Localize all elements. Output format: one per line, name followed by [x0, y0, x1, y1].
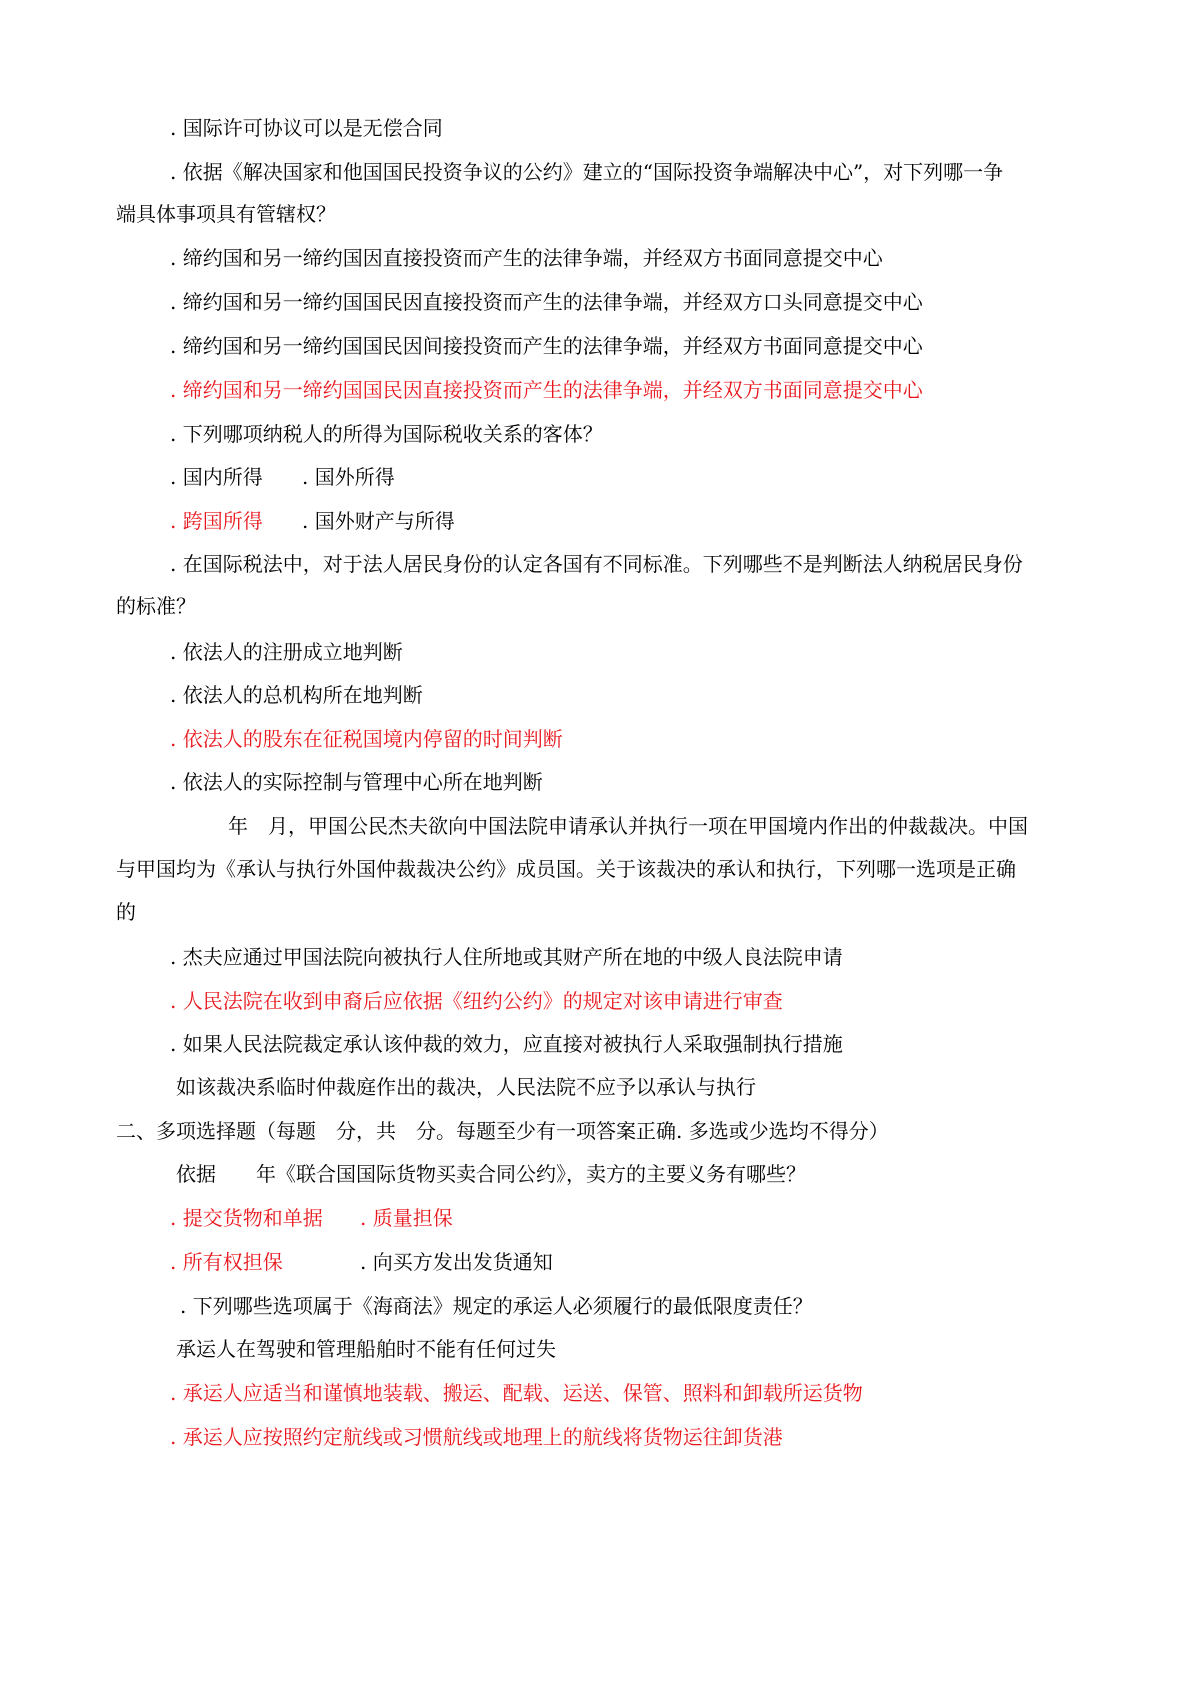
text-line: . 依法人的注册成立地判断	[170, 640, 403, 664]
text-line: 的	[116, 900, 136, 924]
text-line: 年 月，甲国公民杰夫欲向中国法院申请承认并执行一项在甲国境内作出的仲裁裁决。中国	[228, 814, 1028, 838]
text-line: 端具体事项具有管辖权？	[116, 202, 336, 226]
answer-line: . 人民法院在收到申裔后应依据《纽约公约》的规定对该申请进行审查	[170, 989, 783, 1013]
text-line: 如该裁决系临时仲裁庭作出的裁决，人民法院不应予以承认与执行	[176, 1075, 756, 1099]
text-line: 的标准？	[116, 594, 196, 618]
text-line: . 在国际税法中，对于法人居民身份的认定各国有不同标准。下列哪些不是判断法人纳税居民身份	[170, 552, 1023, 576]
text-line: . 缔约国和另一缔约国国民因直接投资而产生的法律争端，并经双方口头同意提交中心	[170, 290, 923, 314]
text-line: . 国外所得	[302, 465, 395, 489]
text-line: . 缔约国和另一缔约国国民因间接投资而产生的法律争端，并经双方书面同意提交中心	[170, 334, 923, 358]
answer-line: . 跨国所得	[170, 509, 263, 533]
answer-line: . 质量担保	[360, 1206, 453, 1230]
text-line: . 下列哪些选项属于《海商法》规定的承运人必须履行的最低限度责任？	[180, 1294, 813, 1318]
text-line: . 国际许可协议可以是无偿合同	[170, 116, 443, 140]
text-line: . 如果人民法院裁定承认该仲裁的效力，应直接对被执行人采取强制执行措施	[170, 1032, 843, 1056]
text-line: 依据 年《联合国国际货物买卖合同公约》，卖方的主要义务有哪些？	[176, 1162, 806, 1186]
text-line: . 杰夫应通过甲国法院向被执行人住所地或其财产所在地的中级人良法院申请	[170, 945, 843, 969]
text-line: . 依法人的总机构所在地判断	[170, 683, 423, 707]
text-line: . 下列哪项纳税人的所得为国际税收关系的客体？	[170, 422, 603, 446]
answer-line: . 提交货物和单据	[170, 1206, 323, 1230]
answer-line: . 缔约国和另一缔约国国民因直接投资而产生的法律争端，并经双方书面同意提交中心	[170, 378, 923, 402]
text-line: 承运人在驾驶和管理船舶时不能有任何过失	[176, 1337, 556, 1361]
text-line: 二、多项选择题（每题 分，共 分。每题至少有一项答案正确. 多选或少选均不得分）	[116, 1119, 889, 1143]
text-line: 与甲国均为《承认与执行外国仲裁裁决公约》成员国。关于该裁决的承认和执行，下列哪一选项是正确	[116, 857, 1016, 881]
text-line: . 向买方发出发货通知	[360, 1250, 553, 1274]
text-line: . 依据《解决国家和他国国民投资争议的公约》建立的“国际投资争端解决中心”，对下列哪一争	[170, 160, 1004, 184]
text-line: . 依法人的实际控制与管理中心所在地判断	[170, 770, 543, 794]
text-line: . 缔约国和另一缔约国因直接投资而产生的法律争端，并经双方书面同意提交中心	[170, 246, 883, 270]
text-line: . 国外财产与所得	[302, 509, 455, 533]
answer-line: . 依法人的股东在征税国境内停留的时间判断	[170, 727, 563, 751]
answer-line: . 承运人应按照约定航线或习惯航线或地理上的航线将货物运往卸货港	[170, 1425, 783, 1449]
answer-line: . 承运人应适当和谨慎地装载、搬运、配载、运送、保管、照料和卸载所运货物	[170, 1381, 863, 1405]
text-line: . 国内所得	[170, 465, 263, 489]
answer-line: . 所有权担保	[170, 1250, 283, 1274]
